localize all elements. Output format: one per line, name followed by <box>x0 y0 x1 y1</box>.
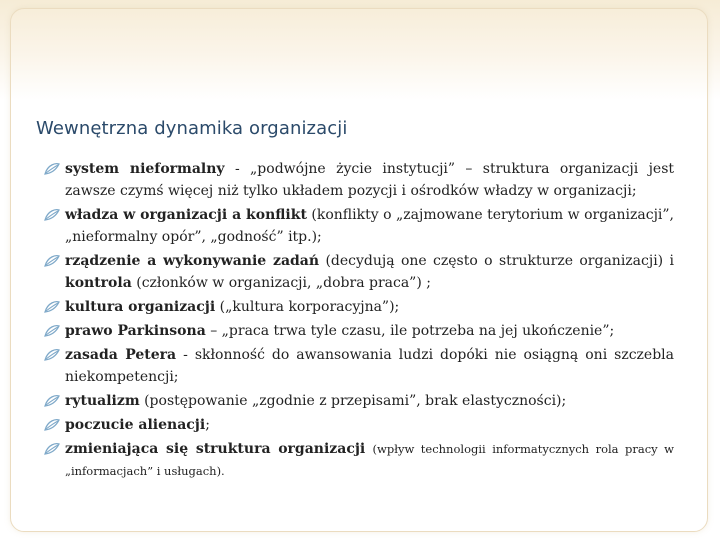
leaf-bullet-icon <box>44 348 60 362</box>
leaf-bullet-icon <box>44 300 60 314</box>
item-small-text: (wpływ technologii informatycznych rola pracy w „informacjach” i usługach). <box>65 442 675 478</box>
item-bold: system nieformalny <box>65 161 225 177</box>
item-text: – „praca trwa tyle czasu, ile potrzeba na jej ukończenie”; <box>205 323 615 339</box>
list-item <box>44 158 674 202</box>
bullet-list <box>44 158 674 484</box>
item-bold: rządzenie a wykonywanie zadań <box>65 253 320 269</box>
item-bold-2: kontrola <box>65 275 132 291</box>
list-item <box>44 204 674 248</box>
list-item <box>44 320 674 342</box>
item-text: - skłonność do awansowania ludzi dopóki nie osiągną oni szczebla niekompetencji; <box>65 347 674 385</box>
item-bold: zasada Petera <box>65 347 177 363</box>
item-text: („kultura korporacyjna”); <box>215 299 400 315</box>
item-text: - „podwójne życie instytucji” – struktura organizacji jest zawsze czymś więcej niż tylko układem pozycji i ośrodków władzy w organizacji; <box>65 161 675 199</box>
list-item <box>44 414 674 436</box>
item-text <box>365 441 372 457</box>
item-bold: prawo Parkinsona <box>65 323 206 339</box>
leaf-bullet-icon <box>44 162 60 176</box>
item-text: (decydują one często o strukturze organizacji) i <box>319 253 674 269</box>
leaf-bullet-icon <box>44 394 60 408</box>
item-bold: zmieniająca się struktura organizacji <box>65 441 366 457</box>
slide-title: Wewnętrzna dynamika organizacji <box>36 118 348 139</box>
item-bold: rytualizm <box>65 393 140 409</box>
list-item <box>44 296 674 318</box>
item-bold: poczucie alienacji <box>65 417 206 433</box>
item-text-2: (członków w organizacji, „dobra praca”) ; <box>131 275 431 291</box>
item-text: ; <box>205 417 210 433</box>
leaf-bullet-icon <box>44 418 60 432</box>
leaf-bullet-icon <box>44 442 60 456</box>
list-item <box>44 250 674 294</box>
list-item <box>44 344 674 388</box>
leaf-bullet-icon <box>44 208 60 222</box>
leaf-bullet-icon <box>44 324 60 338</box>
leaf-bullet-icon <box>44 254 60 268</box>
list-item <box>44 438 674 482</box>
item-bold: władza w organizacji a konflikt <box>65 207 307 223</box>
item-text: (postępowanie „zgodnie z przepisami”, brak elastyczności); <box>139 393 567 409</box>
item-bold: kultura organizacji <box>65 299 216 315</box>
list-item <box>44 390 674 412</box>
item-text: (konflikty o „zajmowane terytorium w organizacji”, „nieformalny opór”, „godność” itp.); <box>65 207 674 245</box>
